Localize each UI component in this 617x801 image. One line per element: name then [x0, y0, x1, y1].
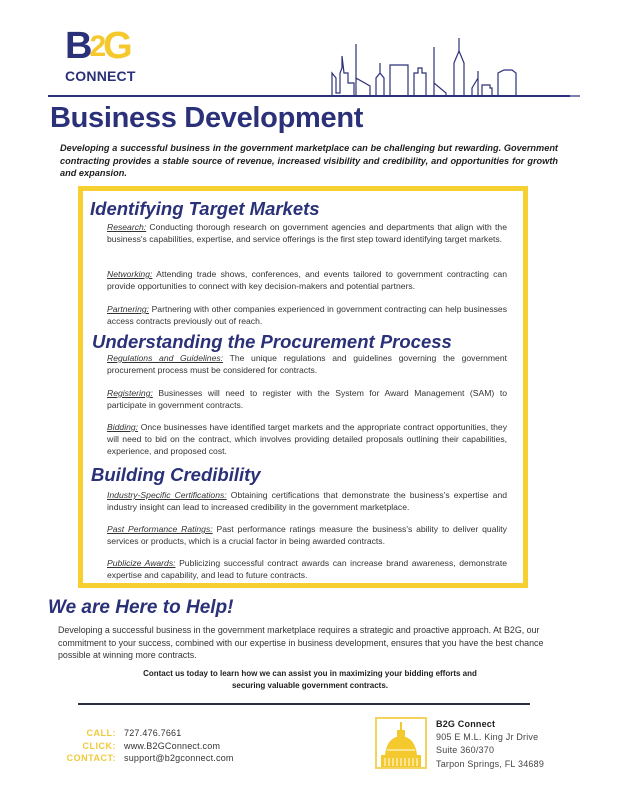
email-link[interactable]: support@b2gconnect.com — [124, 753, 234, 763]
website-link[interactable]: www.B2GConnect.com — [124, 740, 221, 751]
contact-row-click: CLICK: www.B2GConnect.com — [82, 740, 221, 751]
contact-row-contact: CONTACT: support@b2gconnect.com — [66, 753, 234, 763]
help-heading: We are Here to Help! — [48, 597, 234, 618]
address-block: B2G Connect 905 E M.L. King Jr Drive Suite 360/370 Tarpon Springs, FL 34689 — [436, 719, 545, 769]
help-paragraph: Developing a successful business in the government marketplace requires a strategic and proactive approach. At B2G, our commitment to your success, combined with our expertise in business development, ensures that you have the best chance possible at winning more contracts. — [58, 625, 544, 660]
list-item: Past Performance Ratings: Past performance ratings measure the business's ability to deliver quality services or products, which is a crucial factor in being awarded contracts. — [107, 524, 507, 546]
call-to-action: Contact us today to learn how we can assist you in maximizing your bidding efforts and securing valuable government contracts. — [143, 669, 477, 690]
section-heading: Building Credibility — [91, 464, 261, 485]
list-item: Industry-Specific Certifications: Obtaining certifications that demonstrate the business's expertise and industry insight can lead to increased credibility in the government marketplace. — [107, 490, 508, 512]
section-heading: Identifying Target Markets — [90, 198, 320, 219]
logo-mark: B2G — [65, 25, 130, 67]
footer-divider — [78, 703, 530, 705]
section-heading: Understanding the Procurement Process — [92, 331, 452, 352]
contact-row-call: CALL: 727.476.7661 — [86, 728, 182, 738]
list-item: Bidding: Once businesses have identified target markets and the appropriate contract opportunities, they will need to bid on the contract, which involves providing detailed proposals outlining their capabilities, experience, and proposed cost. — [107, 422, 507, 456]
list-item: Partnering: Partnering with other companies experienced in government contracting can help businesses access contracts previously out of reach. — [107, 304, 507, 326]
contact-info — [50, 727, 234, 765]
list-item: Research: Conducting thorough research on government agencies and departments that align with the business's capabilities, expertise, and service offerings is the first step toward identifying target markets. — [107, 222, 507, 244]
intro-paragraph: Developing a successful business in the government marketplace can be challenging but rewarding. Government contracting provides a stable source of revenue, increased visibility and credibility, and opportunities for growth and expansion. — [60, 143, 558, 178]
capitol-dome-icon — [375, 717, 427, 769]
logo-subtitle: CONNECT — [65, 68, 136, 84]
b2g-connect-logo — [62, 25, 152, 84]
list-item: Regulations and Guidelines: The unique regulations and guidelines governing the government procurement process must be considered for contracts. — [107, 353, 508, 375]
phone-link[interactable]: 727.476.7661 — [124, 728, 182, 738]
list-item: Publicize Awards: Publicizing successful contract awards can increase brand awareness, demonstrate expertise and capability, and lead to future contracts. — [107, 558, 507, 580]
list-item: Registering: Businesses will need to register with the System for Award Management (SAM) to participate in government contracts. — [107, 388, 507, 410]
list-item: Networking: Attending trade shows, conferences, and events tailored to government contracting can provide opportunities to connect with key decision-makers and potential partners. — [107, 269, 507, 291]
city-skyline-icon — [320, 28, 580, 98]
page-title: Business Development — [50, 102, 364, 134]
header-divider — [48, 95, 570, 97]
